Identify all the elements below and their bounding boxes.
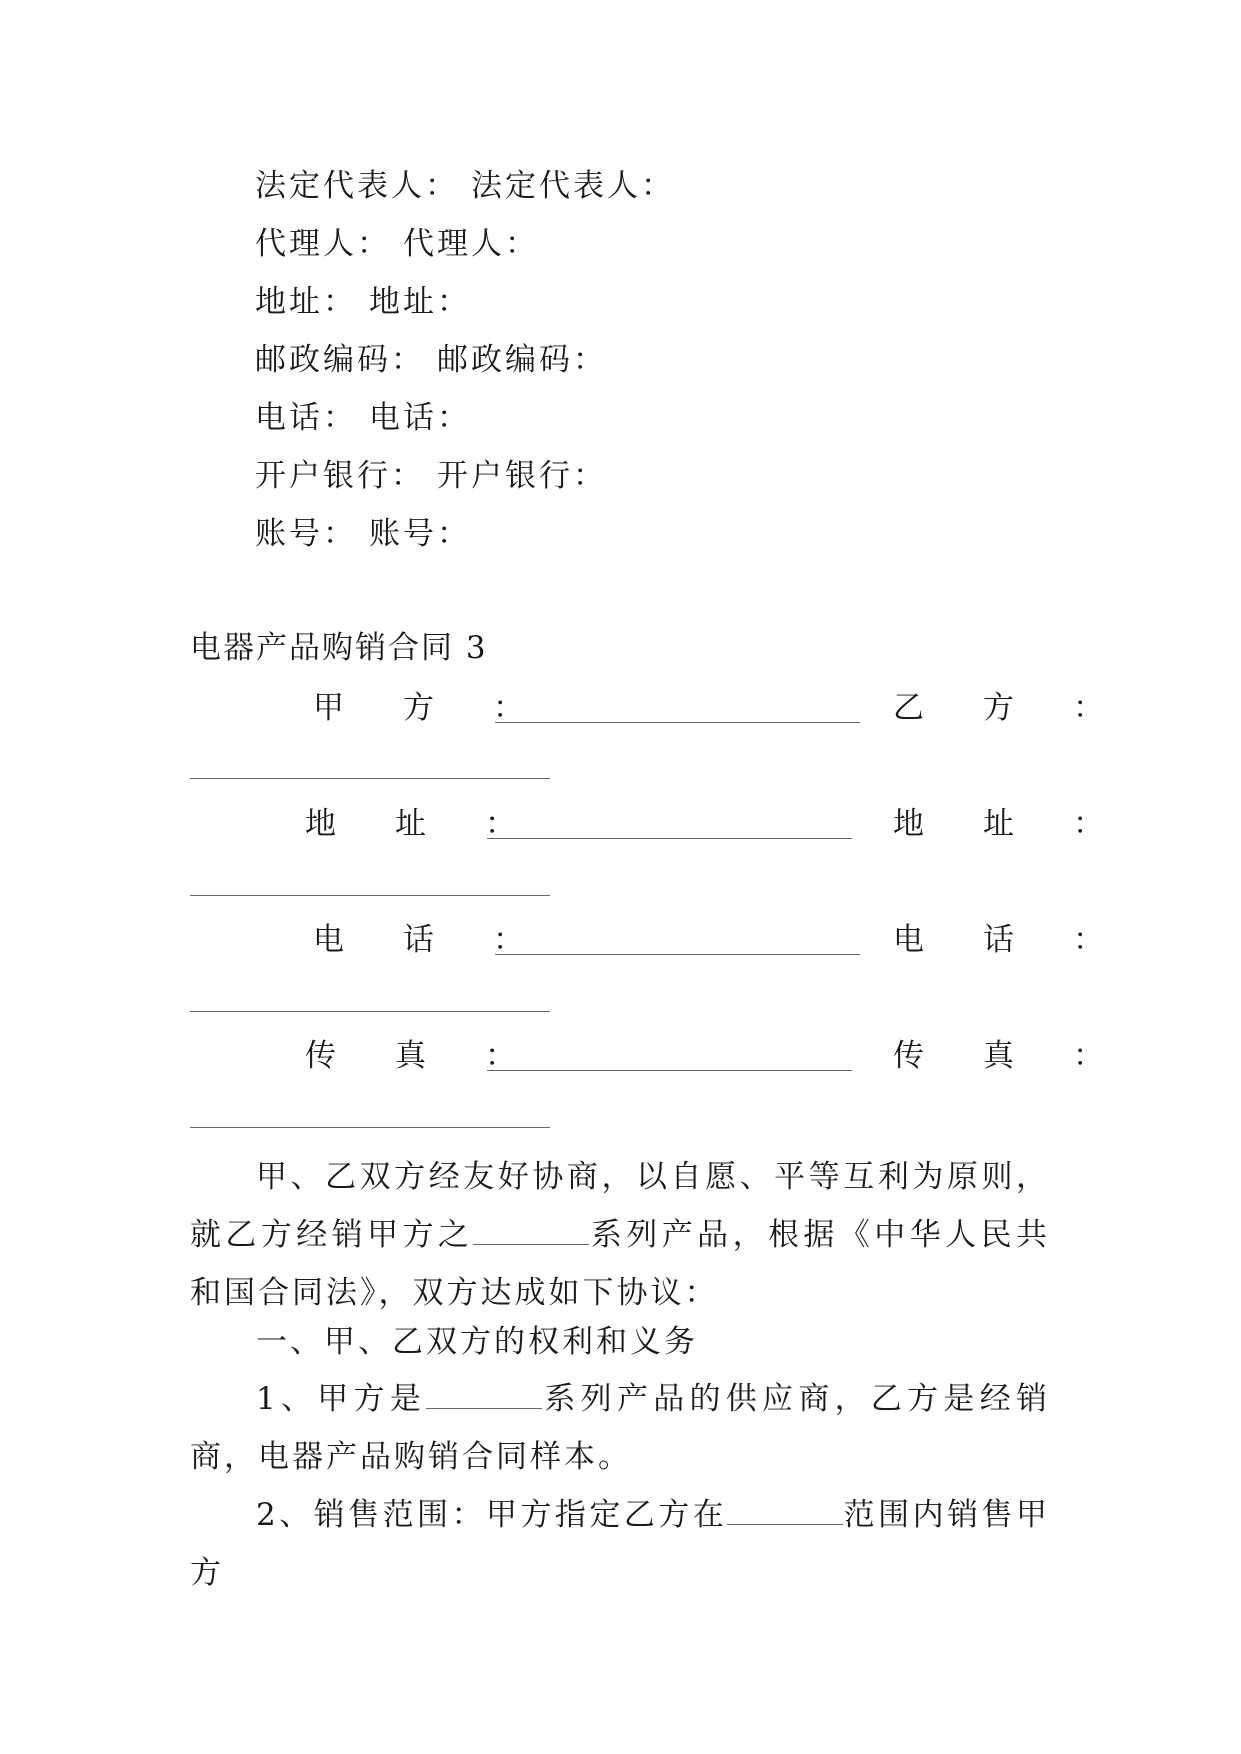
- intro-paragraph: [190, 1148, 1050, 1322]
- fill-in-blank[interactable]: [190, 1011, 550, 1012]
- party-b-label: 地址：: [369, 284, 471, 320]
- fill-in-blank[interactable]: [190, 1127, 550, 1128]
- party-b-label: 代理人：: [403, 226, 539, 262]
- party-info-row: [255, 398, 471, 438]
- party-a-label: 法定代表人：: [255, 168, 459, 204]
- party-info-row: [255, 282, 471, 322]
- form-label-right: 传 真 ：: [893, 1038, 1118, 1074]
- section-title: 电器产品购销合同 3: [190, 630, 488, 666]
- fill-in-blank[interactable]: [487, 1070, 852, 1071]
- fill-in-blank[interactable]: [495, 954, 860, 955]
- party-b-label: 邮政编码：: [437, 342, 607, 378]
- fill-in-blank[interactable]: [190, 895, 550, 896]
- fill-in-blank[interactable]: [426, 1382, 542, 1409]
- form-label-right: 电 话 ：: [893, 922, 1118, 958]
- form-label-left: 传 真 ：: [305, 1038, 530, 1074]
- fill-in-blank[interactable]: [473, 1218, 589, 1245]
- fill-in-blank[interactable]: [727, 1498, 843, 1525]
- clause-paragraph: [190, 1370, 1050, 1486]
- intro-text: 甲、乙双方经友好协商，以自愿、平等互利为原则，就乙方经销甲方之: [190, 1159, 1050, 1253]
- form-label-left: 电 话 ：: [313, 922, 538, 958]
- party-a-label: 代理人：: [255, 226, 391, 262]
- party-a-label: 电话：: [255, 400, 357, 436]
- form-label-right: 乙 方 ：: [893, 690, 1118, 726]
- party-a-label: 地址：: [255, 284, 357, 320]
- party-info-row: [255, 514, 471, 554]
- form-label-left: 甲 方 ：: [313, 690, 538, 726]
- party-info-row: [255, 166, 675, 206]
- party-b-label: 账号：: [369, 516, 471, 552]
- fill-in-blank[interactable]: [495, 722, 860, 723]
- clause-paragraph: [190, 1486, 1050, 1602]
- party-a-label: 开户银行：: [255, 458, 425, 494]
- fill-in-blank[interactable]: [190, 778, 550, 779]
- party-info-row: [255, 340, 607, 380]
- fill-in-blank[interactable]: [487, 838, 852, 839]
- party-info-row: [255, 456, 607, 496]
- form-label-left: 地 址 ：: [305, 806, 530, 842]
- clause-text: 1、甲方是: [256, 1381, 427, 1417]
- intro-text: 系列产品，根据《中华人民共和国合同法》，双方达成如下协议：: [190, 1217, 1051, 1311]
- party-info-row: [255, 224, 539, 264]
- party-a-label: 邮政编码：: [255, 342, 425, 378]
- party-a-label: 账号：: [255, 516, 357, 552]
- party-b-label: 法定代表人：: [471, 168, 675, 204]
- clause-heading: 一、甲、乙双方的权利和义务: [256, 1324, 698, 1360]
- clause-text: 系列产品的供应商，乙方是经销商，电器产品购销合同样本。: [190, 1381, 1050, 1475]
- clause-text: 2、销售范围：甲方指定乙方在: [256, 1497, 728, 1533]
- clause-text: 范围内销售甲方: [190, 1497, 1050, 1591]
- party-b-label: 电话：: [369, 400, 471, 436]
- party-b-label: 开户银行：: [437, 458, 607, 494]
- form-label-right: 地 址 ：: [893, 806, 1118, 842]
